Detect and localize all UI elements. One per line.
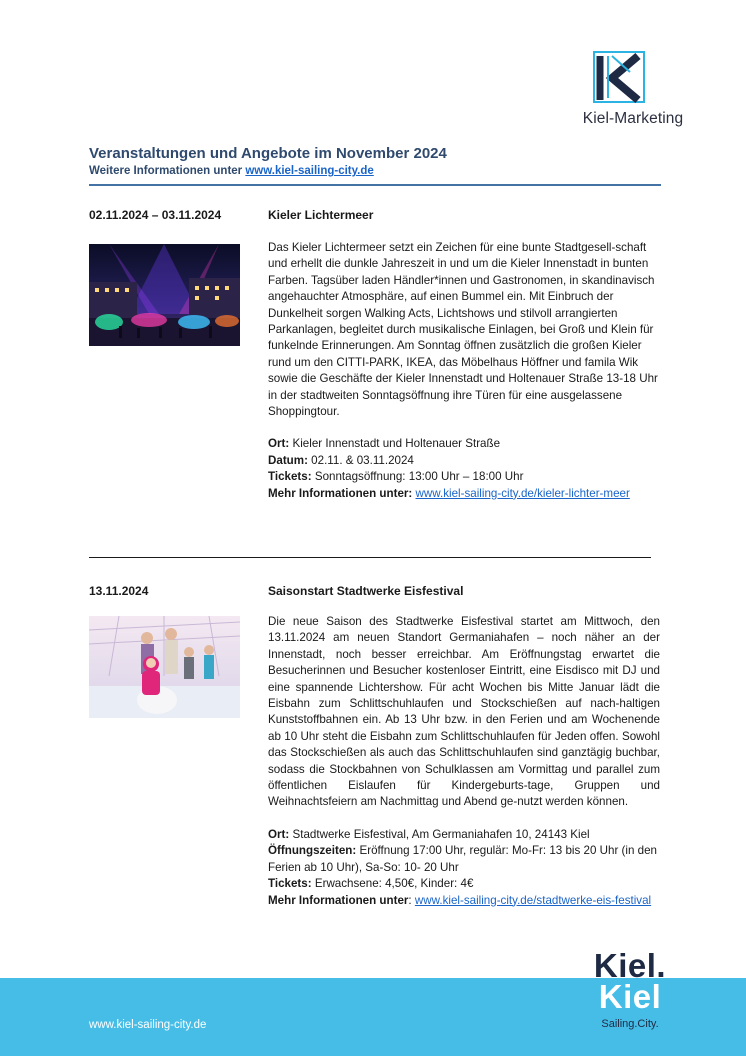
more-info-label: Mehr Informationen unter [268, 893, 409, 907]
ort-value: Kieler Innenstadt und Holtenauer Straße [292, 437, 501, 451]
ort-label: Ort: [268, 827, 290, 841]
kiel-marketing-logo [578, 48, 688, 128]
section-separator [89, 557, 651, 558]
kiel-k-logo-icon [590, 48, 648, 106]
event-title: Kieler Lichtermeer [268, 208, 374, 222]
event-image-eisfestival [89, 616, 240, 718]
subtitle-prefix: Weitere Informationen unter [89, 165, 246, 177]
event-title: Saisonstart Stadtwerke Eisfestival [268, 584, 464, 598]
event-info: Ort: Stadtwerke Eisfestival, Am Germaniahafen 10, 24143 Kiel Öffnungszeiten: Eröffnung 17:00 Uhr, regulär: Mo-Fr: 13 bis 20 Uhr (in den Ferien ab 10 Uhr), Sa-So: 10- 20 Uhr Tickets: Erwachsene: 4,50€, Kinder: 4€ Mehr Informationen unter: www.kiel-sailing-city.de/stadtwerke-eis-festival [268, 827, 657, 907]
title-rule [89, 184, 661, 186]
tickets-label: Tickets: [268, 470, 312, 484]
tickets-label: Tickets: [268, 877, 312, 891]
ort-label: Ort: [268, 437, 290, 451]
logo-tagline: Sailing.City. [601, 1018, 659, 1030]
page-subtitle [89, 165, 374, 177]
event-description: Die neue Saison des Stadtwerke Eisfestival startet am Mittwoch, den 13.11.2024 am neuen Standort Germaniahafen – noch näher an der Innenstadt, noch besser erreichbar. Am Eröffnungstag erwartet die Besucherinnen und Besucher kostenloser Eintritt, eine Eisdisco mit DJ und eine spannende Lichtershow. Für acht Wochen bis Mitte Januar lädt die Eisbahn zum Schlittschuhlaufen und Stockschießen auf nach-haltigen Kunststoffbahnen ein. Ab 13 Uhr bzw. in den Ferien und am Wochenende ab 10 Uhr steht die Eisbahn zum Schlittschuhlaufen für Jeden offen. Sowohl das Stockschießen als auch das Schlittschuhlaufen sind ganztägig buchbar, sodass die Stockbahnen von Schulklassen am Vormittag und parallel zum öffentlichen Eislaufen für Kindergeburts-tage, Gruppen und Weihnachtsfeiern am Nachmittag und Abend ge-nutzt werden können. [268, 615, 660, 809]
more-info-link[interactable]: www.kiel-sailing-city.de/kieler-lichter-meer [415, 486, 630, 500]
page-title: Veranstaltungen und Angebote im November 2024 [89, 145, 447, 162]
kiel-sailing-city-logo [585, 947, 675, 1030]
tickets-value: Sonntagsöffnung: 13:00 Uhr – 18:00 Uhr [314, 470, 524, 484]
tickets-value: Erwachsene: 4,50€, Kinder: 4€ [314, 877, 474, 891]
more-info-link[interactable]: www.kiel-sailing-city.de/stadtwerke-eis-festival [414, 893, 652, 907]
event-date: 13.11.2024 [89, 584, 149, 598]
event-info [268, 436, 660, 502]
datum-value: 02.11. & 03.11.2024 [311, 453, 414, 467]
subtitle-link[interactable]: www.kiel-sailing-city.de [245, 165, 374, 177]
event-body [268, 240, 660, 502]
event-body [268, 614, 660, 909]
logo-wordmark: Kiel-Marketing [582, 110, 684, 127]
event-image-lichtermeer [89, 244, 240, 346]
event-description: Das Kieler Lichtermeer setzt ein Zeichen für eine bunte Stadtgesell-schaft und erhellt die dunkle Jahreszeit in und um die Kieler Innenstadt in bunten Farben. Tagsüber laden Händler*innen und Gastronomen, in skandinavisch angehauchter Atmosphäre, auf einen Bummel ein. Mit Einbruch der Dunkelheit sorgen Walking Acts, Lichtshows und stilvoll arrangierten Parkanlagen, begleitet durch musikalische Einlagen, bei Groß und Klein für funkelnde Erinnerungen. Am Sonntag öffnen zusätzlich die großen Kieler rund um den CITTI-PARK, IKEA, das Möbelhaus Höffner und famila Wik sowie die Geschäfte der Kieler Innenstadt und Holtenauer Straße 13-18 Uhr in der stadtweiten Sonntagsöffnung ihre Türen für eine ausgelassene Shoppingtour. [268, 241, 658, 419]
logo-line-1: Kiel. [593, 947, 667, 984]
ort-value: Stadtwerke Eisfestival, Am Germaniahafen 10, 24143 Kiel [292, 827, 590, 841]
datum-label: Datum: [268, 453, 308, 467]
footer-url[interactable]: www.kiel-sailing-city.de [89, 1019, 207, 1031]
more-info-label: Mehr Informationen unter: [268, 486, 413, 500]
logo-line-2: Kiel [598, 978, 662, 1015]
hours-label: Öffnungszeiten: [268, 844, 357, 858]
event-date: 02.11.2024 – 03.11.2024 [89, 208, 222, 222]
hours-value: Eröffnung 17:00 Uhr, regulär: Mo-Fr: 13 bis 20 Uhr (in den Ferien ab 10 Uhr), Sa-So: 10- 20 Uhr [268, 844, 657, 874]
